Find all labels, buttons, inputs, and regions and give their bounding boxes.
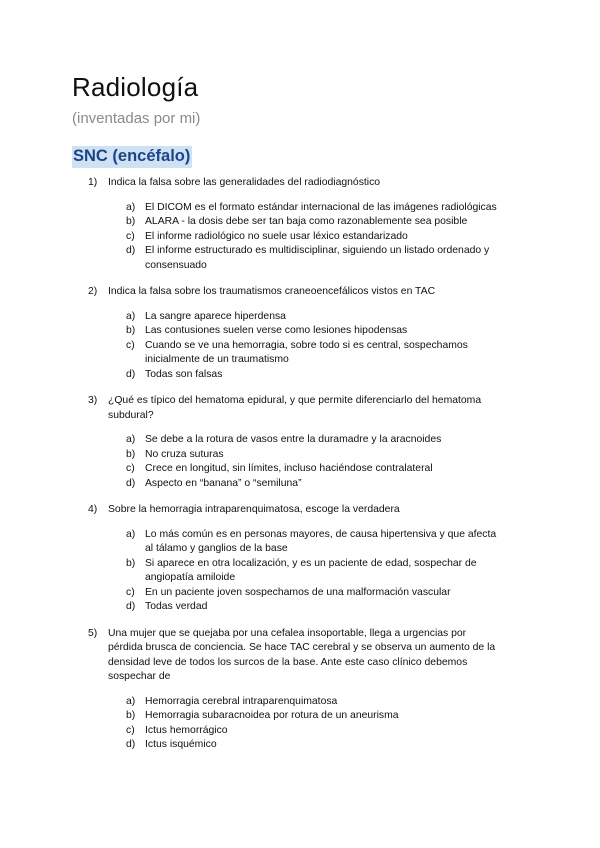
question-text: ¿Qué es típico del hematoma epidural, y que permite diferenciarlo del hematoma subdural? (108, 395, 482, 421)
option-letter: c) (126, 724, 135, 736)
option-text: ALARA - la dosis debe ser tan baja como razonablemente sea posible (145, 216, 468, 227)
option-text: La sangre aparece hiperdensa (145, 310, 286, 322)
option-text: Todas son falsas (145, 368, 223, 380)
option-item (0, 324, 500, 339)
option-letter: d) (126, 739, 136, 750)
document-subtitle: (inventadas por mi) (72, 110, 201, 127)
option-letter: c) (126, 230, 135, 242)
option-text: Hemorragia cerebral intraparenquimatosa (145, 695, 338, 707)
option-text: El informe estructurado es multidisciplinar, siguiendo un listado ordenado y consensuado (145, 245, 490, 271)
option-text: Ictus isquémico (145, 739, 217, 750)
question-number: 4) (88, 504, 98, 515)
option-text: El informe radiológico no suele usar léxico estandarizado (145, 230, 408, 242)
option-letter: d) (126, 477, 136, 489)
option-letter: a) (126, 528, 136, 540)
option-item (0, 709, 500, 724)
question-stem (0, 627, 498, 685)
question-number: 5) (88, 627, 98, 639)
option-text: Hemorragia subaracnoidea por rotura de un aneurisma (145, 710, 399, 721)
option-letter: c) (126, 586, 135, 598)
question-text: Indica la falsa sobre los traumatismos craneoencefálicos vistos en TAC (108, 286, 436, 297)
option-text: Crece en longitud, sin límites, incluso haciéndose contralateral (145, 463, 433, 474)
option-item (0, 695, 500, 710)
option-text: Ictus hemorrágico (145, 724, 228, 736)
option-item (0, 244, 500, 273)
option-letter: b) (126, 325, 136, 336)
option-letter: c) (126, 339, 135, 351)
question-text: Indica la falsa sobre las generalidades del radiodiagnóstico (108, 177, 381, 188)
question-5 (0, 627, 600, 753)
option-item (0, 339, 500, 368)
option-item (0, 600, 500, 615)
option-item (0, 586, 500, 601)
option-letter: d) (126, 245, 136, 256)
document-title: Radiología (72, 72, 199, 102)
question-list (0, 176, 600, 753)
option-text: No cruza suturas (145, 448, 224, 460)
option-letter: d) (126, 601, 136, 612)
option-item (0, 201, 500, 216)
option-item (0, 724, 500, 739)
option-list (0, 310, 600, 383)
question-2 (0, 285, 600, 382)
option-item (0, 433, 500, 448)
option-text: Se debe a la rotura de vasos entre la duramadre y la aracnoides (145, 434, 442, 445)
question-number: 2) (88, 286, 98, 297)
option-text: Cuando se ve una hemorragia, sobre todo si es central, sospechamos inicialmente de un traumatismo (145, 339, 468, 365)
question-stem (0, 176, 498, 191)
question-3 (0, 394, 600, 491)
question-1 (0, 176, 600, 273)
question-number: 1) (88, 177, 98, 188)
option-letter: d) (126, 368, 136, 380)
option-letter: a) (126, 201, 136, 213)
question-text: Una mujer que se quejaba por una cefalea insoportable, llega a urgencias por pérdida brusca de conciencia. Se hace TAC cerebral y se observa un aumento de la densidad leve de todos los surcos de la base. Ante este caso clínico debemos sospechar de (108, 627, 496, 682)
question-stem (0, 285, 498, 300)
option-list (0, 433, 600, 491)
option-text: Lo más común es en personas mayores, de causa hipertensiva y que afecta al tálamo y ganglios de la base (145, 528, 497, 554)
option-list (0, 528, 600, 615)
option-list (0, 201, 600, 274)
option-item (0, 368, 500, 383)
option-item (0, 528, 500, 557)
option-item (0, 310, 500, 325)
option-item (0, 215, 500, 230)
option-text: El DICOM es el formato estándar internacional de las imágenes radiológicas (145, 201, 497, 213)
option-text: Aspecto en “banana” o “semiluna” (145, 477, 302, 489)
option-letter: a) (126, 310, 136, 322)
question-text: Sobre la hemorragia intraparenquimatosa, escoge la verdadera (108, 504, 400, 515)
option-item (0, 477, 500, 492)
option-letter: c) (126, 463, 135, 474)
option-letter: b) (126, 216, 136, 227)
option-letter: b) (126, 448, 136, 460)
option-text: En un paciente joven sospechamos de una malformación vascular (145, 586, 451, 598)
option-text: Si aparece en otra localización, y es un paciente de edad, sospechar de angiopatía amiloide (145, 557, 477, 583)
question-stem (0, 394, 498, 423)
option-letter: b) (126, 557, 136, 569)
option-item (0, 738, 500, 753)
section-heading: SNC (encéfalo) (72, 146, 192, 168)
option-text: Las contusiones suelen verse como lesiones hipodensas (145, 325, 408, 336)
option-item (0, 557, 500, 586)
option-letter: a) (126, 434, 136, 445)
option-text: Todas verdad (145, 601, 208, 612)
option-item (0, 462, 500, 477)
question-stem (0, 503, 498, 518)
option-item (0, 448, 500, 463)
option-letter: b) (126, 710, 136, 721)
question-number: 3) (88, 395, 98, 406)
option-item (0, 230, 500, 245)
question-4 (0, 503, 600, 615)
option-list (0, 695, 600, 753)
option-letter: a) (126, 695, 136, 707)
